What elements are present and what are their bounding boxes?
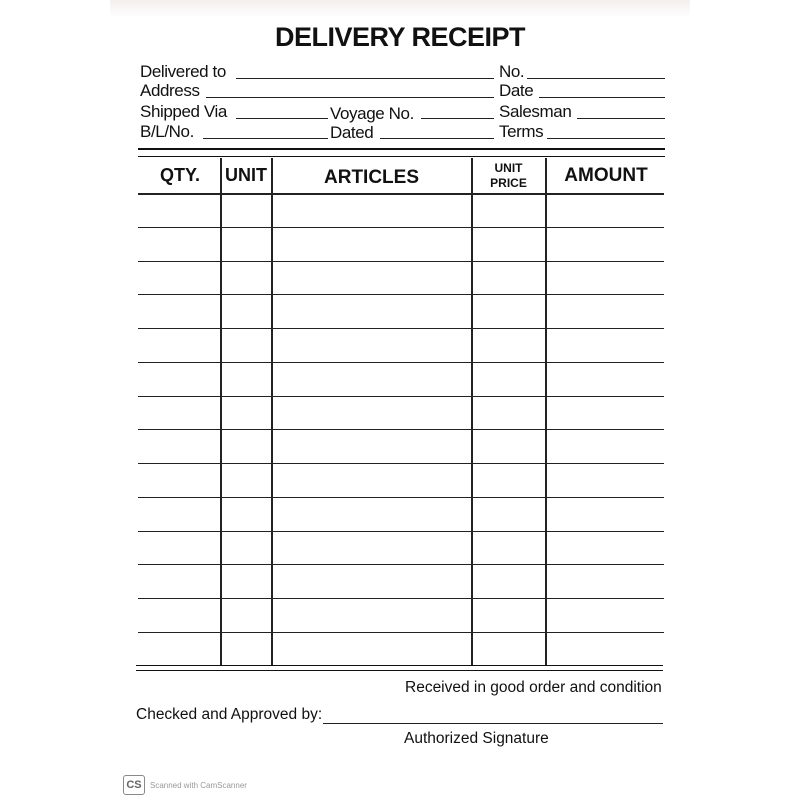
address-field[interactable] <box>206 97 494 98</box>
table-row-line <box>138 429 664 430</box>
qty-column-header: QTY. <box>159 165 200 185</box>
bl-no-field[interactable] <box>203 138 328 139</box>
terms-field[interactable] <box>547 138 665 139</box>
table-row-line <box>138 632 664 633</box>
camscanner-logo-icon: CS <box>123 775 145 795</box>
no-field[interactable] <box>527 78 665 79</box>
articles-column-header: ARTICLES <box>324 167 419 188</box>
voyage-no-field[interactable] <box>421 118 494 119</box>
table-row-line <box>138 497 664 498</box>
bl-no-label: B/L/No. <box>140 122 194 141</box>
delivered-to-label: Delivered to <box>140 62 226 81</box>
unit-column-header: UNIT <box>225 165 267 185</box>
unit-articles-divider <box>271 158 273 665</box>
voyage-no-label: Voyage No. <box>330 104 414 123</box>
salesman-label: Salesman <box>499 102 572 121</box>
dated-field[interactable] <box>380 138 494 139</box>
shipped-via-label: Shipped Via <box>140 102 227 121</box>
signature-line[interactable] <box>323 723 663 724</box>
date-field[interactable] <box>539 97 665 98</box>
salesman-field[interactable] <box>577 118 665 119</box>
shipped-via-field[interactable] <box>236 118 328 119</box>
price-amount-divider <box>545 158 547 665</box>
table-row-line <box>138 261 664 262</box>
table-row-line <box>138 396 664 397</box>
delivered-to-field[interactable] <box>236 78 494 79</box>
date-label: Date <box>499 81 534 100</box>
qty-unit-divider <box>220 158 222 665</box>
unit-price-header-line2: PRICE <box>490 176 527 190</box>
header-rule-top <box>138 148 665 150</box>
amount-column-header: AMOUNT <box>564 165 648 186</box>
address-label: Address <box>140 81 200 100</box>
dated-label: Dated <box>330 123 374 142</box>
received-statement: Received in good order and condition <box>405 679 662 696</box>
footer-rule-top <box>136 665 663 666</box>
footer-rule-bottom <box>136 670 663 671</box>
camscanner-watermark: Scanned with CamScanner <box>150 781 247 790</box>
checked-approved-label: Checked and Approved by: <box>136 706 323 723</box>
terms-label: Terms <box>499 122 544 141</box>
table-row-line <box>138 463 664 464</box>
authorized-signature-label: Authorized Signature <box>404 730 549 747</box>
scan-edge-shadow <box>110 0 690 18</box>
unit-price-column-header <box>471 161 546 191</box>
page-title: DELIVERY RECEIPT <box>274 22 526 52</box>
table-row-line <box>138 328 664 329</box>
table-row-line <box>138 564 664 565</box>
articles-price-divider <box>471 158 473 665</box>
header-row-divider <box>138 193 664 195</box>
table-row-line <box>138 362 664 363</box>
no-label: No. <box>499 62 525 81</box>
table-row-line <box>138 531 664 532</box>
table-row-line <box>138 227 664 228</box>
header-rule-bottom <box>138 156 665 157</box>
table-row-line <box>138 598 664 599</box>
unit-price-header-line1: UNIT <box>494 161 523 175</box>
table-row-line <box>138 294 664 295</box>
